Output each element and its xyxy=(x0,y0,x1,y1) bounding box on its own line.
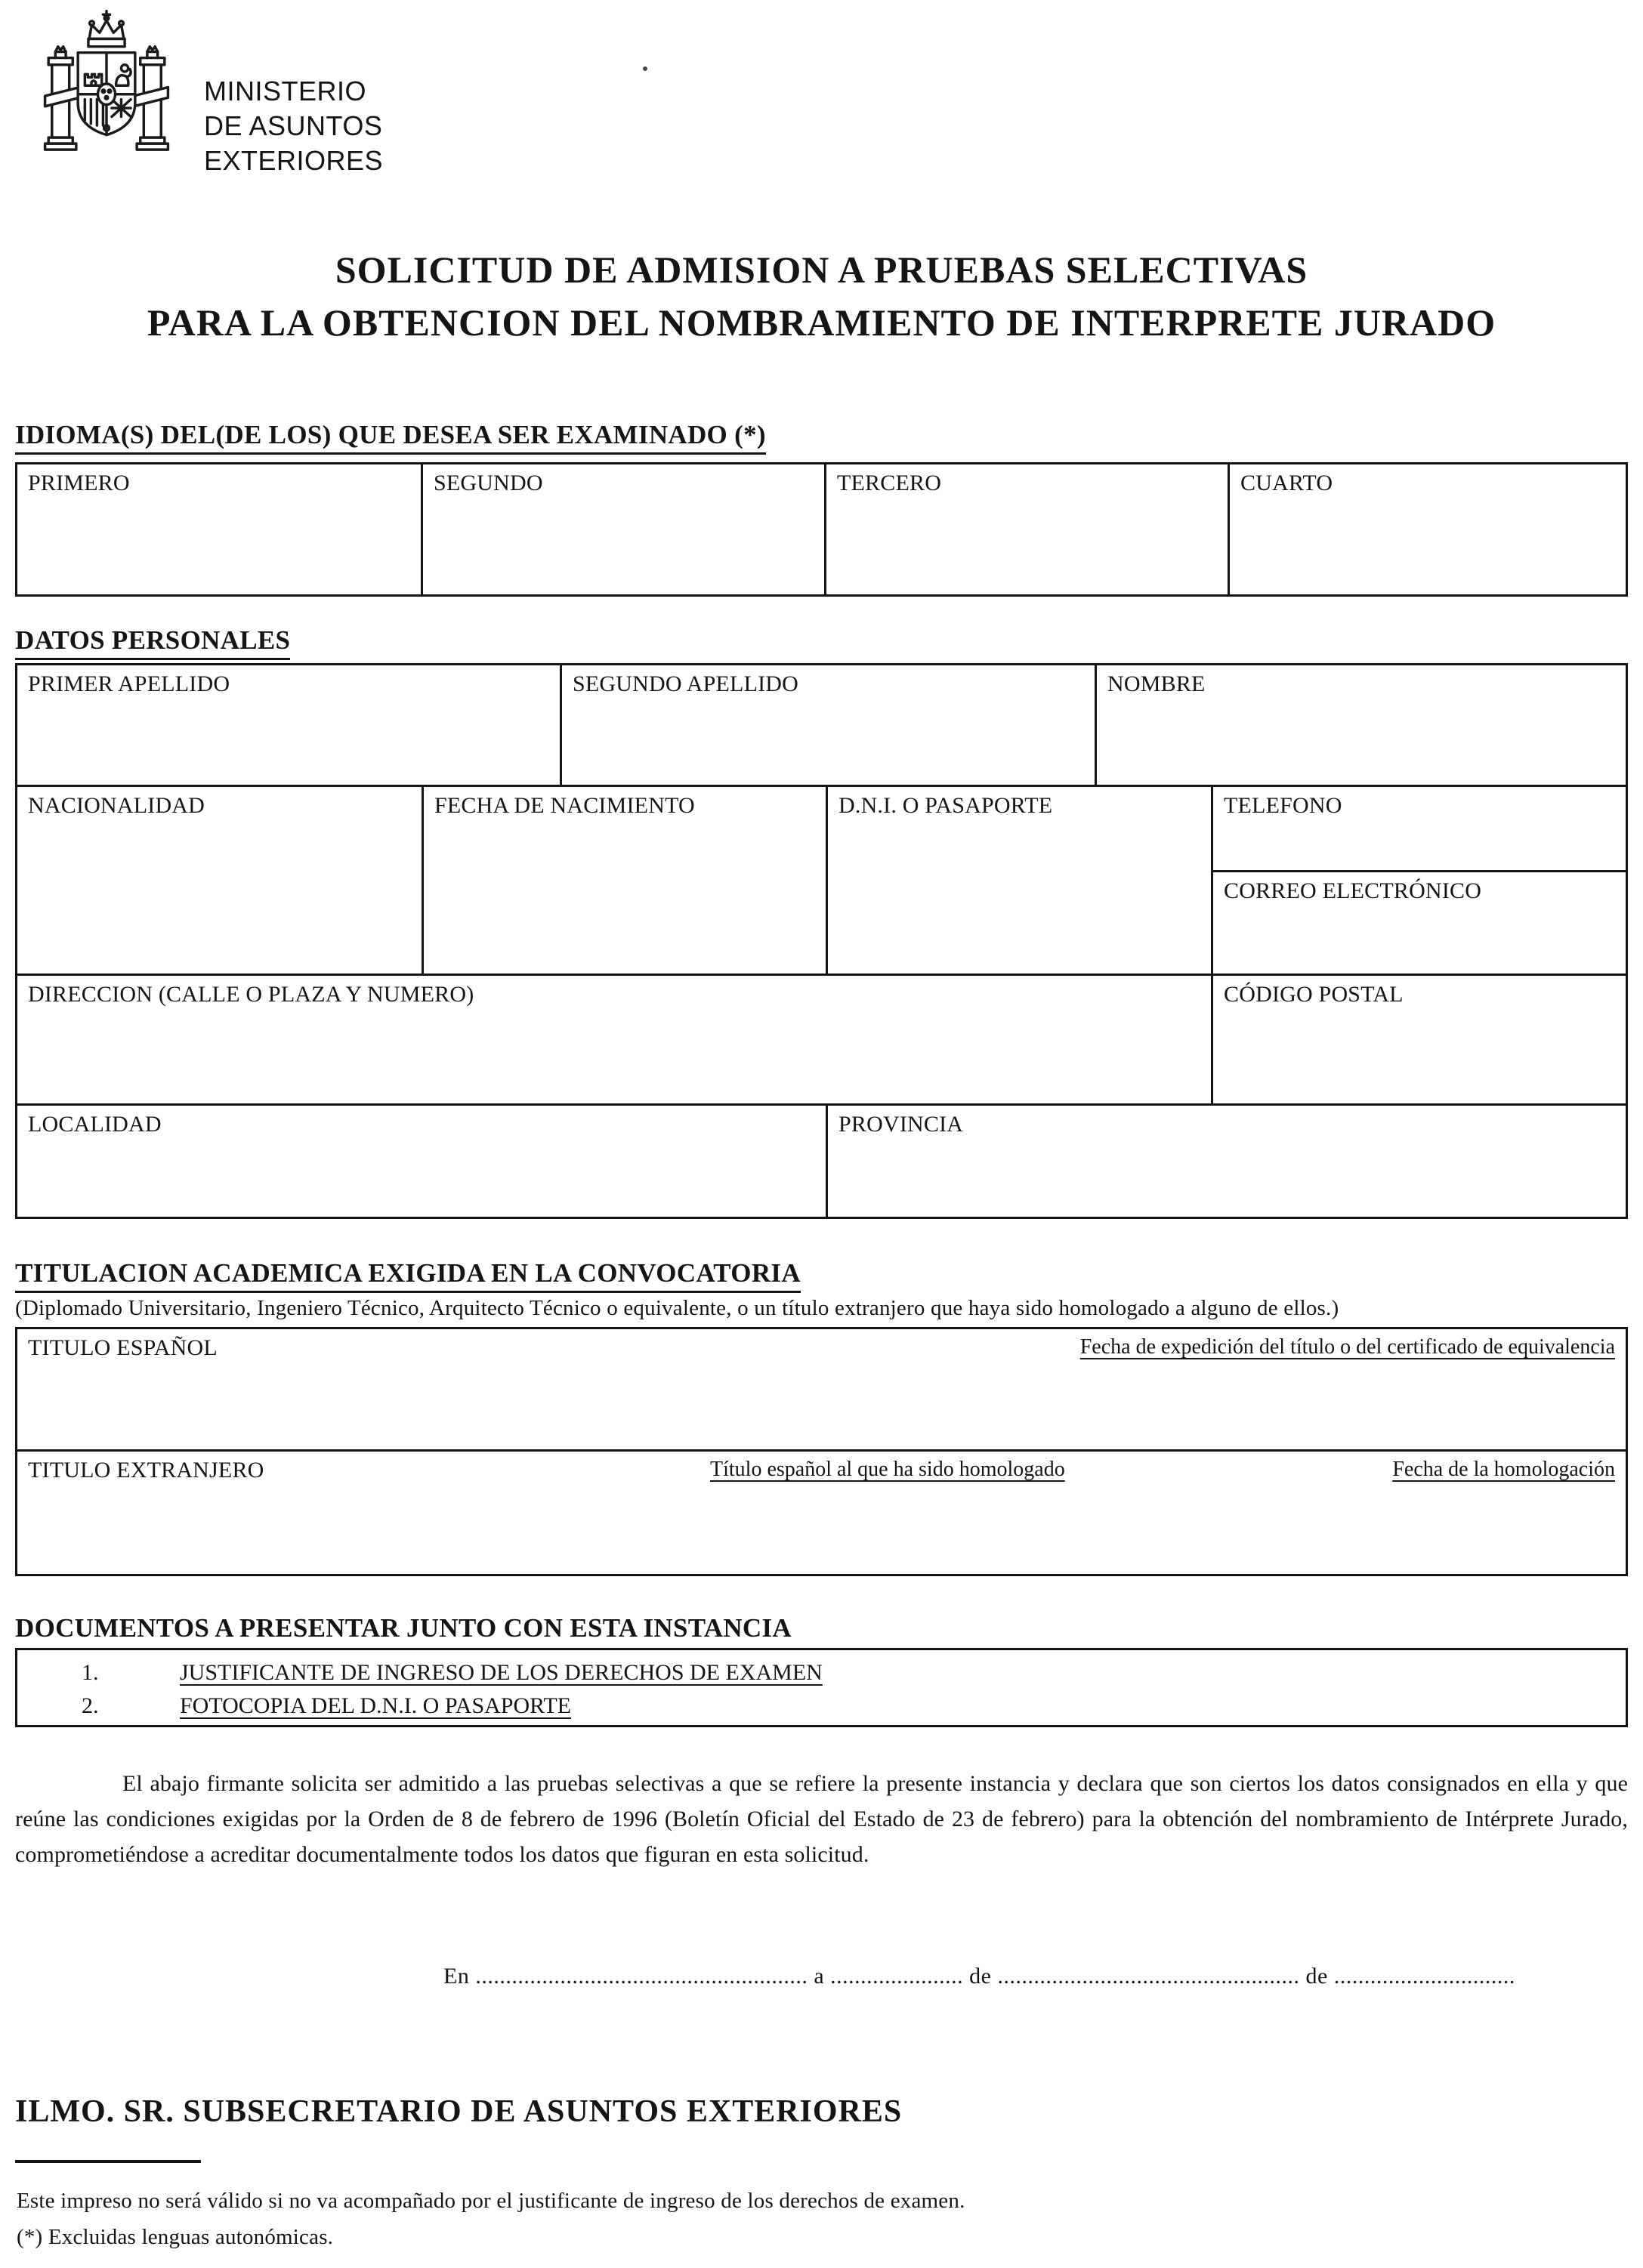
spain-coat-of-arms-icon xyxy=(42,8,171,172)
documentos-heading-text: DOCUMENTOS A PRESENTAR JUNTO CON ESTA INSTANCIA xyxy=(15,1613,1628,1650)
page-title-line1: SOLICITUD DE ADMISION A PRUEBAS SELECTIVAS xyxy=(335,248,1308,291)
titulacion-section-heading xyxy=(15,1258,801,1293)
ministry-name xyxy=(204,74,383,178)
field-codigo-postal[interactable] xyxy=(1211,976,1626,1103)
declaration-paragraph: El abajo firmante solicita ser admitido a las pruebas selectivas a que se refiere la presente instancia y declara que son ciertos los datos consignados en ella y que reúne las condiciones exigidas por la Orden de 8 de febrero de 1996 (Boletín Oficial del Estado de 23 de febrero) para la obtención del nombramiento de Intérprete Jurado, comprometiéndose a acreditar documentalmente todos los datos que figuran en esta solicitud. xyxy=(15,1771,1628,1867)
addressee-title: ILMO. SR. SUBSECRETARIO DE ASUNTOS EXTERIORES xyxy=(15,2094,903,2129)
field-label-fecha-homologacion: Fecha de la homologación xyxy=(1392,1458,1615,1481)
idiomas-table xyxy=(15,462,1628,597)
field-nacionalidad[interactable] xyxy=(17,787,422,974)
field-label-fecha-expedicion: Fecha de expedición del título o del certificado de equivalencia xyxy=(1079,1335,1615,1359)
contact-column xyxy=(1211,787,1626,974)
field-label-nacionalidad: NACIONALIDAD xyxy=(28,793,205,818)
field-label-telefono: TELEFONO xyxy=(1224,793,1342,818)
field-idioma-tercero[interactable] xyxy=(824,464,1228,594)
ministry-name-line2: DE ASUNTOS xyxy=(204,110,383,141)
field-titulo-extranjero-row[interactable] xyxy=(17,1452,1626,1572)
field-provincia[interactable] xyxy=(826,1106,1626,1217)
documentos-box xyxy=(15,1650,1628,1727)
titulacion-table xyxy=(15,1327,1628,1576)
field-label-localidad: LOCALIDAD xyxy=(28,1112,162,1137)
ministry-name-line1: MINISTERIO xyxy=(204,76,367,106)
titulacion-note: (Diplomado Universitario, Ingeniero Técnico, Arquitecto Técnico o equivalente, o un título extranjero que haya sido homologado a alguno de ellos.) xyxy=(15,1296,1339,1320)
field-label-titulo-extranjero: TITULO EXTRANJERO xyxy=(28,1458,264,1483)
field-segundo-apellido[interactable] xyxy=(560,665,1095,785)
page-title xyxy=(0,243,1643,349)
field-label-provincia: PROVINCIA xyxy=(838,1112,964,1137)
field-label-correo-electronico: CORREO ELECTRÓNICO xyxy=(1224,878,1482,903)
field-label-segundo: SEGUNDO xyxy=(434,471,543,495)
datos-personales-table xyxy=(15,663,1628,1219)
datos-section-heading xyxy=(15,625,290,660)
field-label-tercero: TERCERO xyxy=(837,471,942,495)
field-titulo-espanol-row[interactable] xyxy=(17,1329,1626,1452)
field-label-codigo-postal: CÓDIGO POSTAL xyxy=(1224,982,1404,1007)
field-label-titulo-homologado: Título español al que ha sido homologado xyxy=(710,1458,1065,1481)
documentos-section xyxy=(15,1613,1628,1727)
field-label-direccion: DIRECCION (CALLE O PLAZA Y NUMERO) xyxy=(28,982,474,1007)
idiomas-heading-text: IDIOMA(S) DEL(DE LOS) QUE DESEA SER EXAMINADO (*) xyxy=(15,420,766,455)
documento-item-2-text: FOTOCOPIA DEL D.N.I. O PASAPORTE xyxy=(180,1693,571,1718)
field-primer-apellido[interactable] xyxy=(17,665,560,785)
field-nombre[interactable] xyxy=(1095,665,1626,785)
field-correo-electronico[interactable] xyxy=(1213,870,1626,974)
field-label-primero: PRIMERO xyxy=(28,471,130,495)
field-dni-pasaporte[interactable] xyxy=(826,787,1211,974)
field-idioma-cuarto[interactable] xyxy=(1228,464,1626,594)
place-date-fill-line[interactable]: En ....................................................... a ...................... de .................................................. de .............................. xyxy=(443,1964,1515,1989)
field-fecha-nacimiento[interactable] xyxy=(422,787,826,974)
field-label-segundo-apellido: SEGUNDO APELLIDO xyxy=(573,671,799,696)
titulacion-heading-text: TITULACION ACADEMICA EXIGIDA EN LA CONVOCATORIA xyxy=(15,1258,801,1293)
ministry-logo xyxy=(42,8,171,172)
field-label-titulo-espanol: TITULO ESPAÑOL xyxy=(28,1335,218,1360)
documento-item-1-text: JUSTIFICANTE DE INGRESO DE LOS DERECHOS DE EXAMEN xyxy=(180,1660,823,1685)
field-direccion[interactable] xyxy=(17,976,1211,1103)
field-label-primer-apellido: PRIMER APELLIDO xyxy=(28,671,230,696)
field-label-fecha-nacimiento: FECHA DE NACIMIENTO xyxy=(434,793,695,818)
documento-item-2-number: 2. xyxy=(82,1693,99,1718)
page-title-line2: PARA LA OBTENCION DEL NOMBRAMIENTO DE INTERPRETE JURADO xyxy=(147,301,1496,344)
documento-item-2 xyxy=(17,1689,1626,1723)
field-idioma-primero[interactable] xyxy=(17,464,421,594)
footer-note-asterisk: (*) Excluidas lenguas autonómicas. xyxy=(17,2225,334,2249)
datos-heading-text: DATOS PERSONALES xyxy=(15,625,290,660)
ministry-name-line3: EXTERIORES xyxy=(204,145,384,176)
field-label-nombre: NOMBRE xyxy=(1107,671,1206,696)
documento-item-1-number: 1. xyxy=(82,1660,99,1685)
footer-note-validity: Este impreso no será válido si no va acompañado por el justificante de ingreso de los derechos de examen. xyxy=(17,2189,965,2213)
field-localidad[interactable] xyxy=(17,1106,826,1217)
field-telefono[interactable] xyxy=(1213,787,1626,870)
signature-rule xyxy=(15,2160,201,2163)
scan-artifact-dot xyxy=(643,66,647,71)
idiomas-section-heading xyxy=(15,420,766,455)
field-label-cuarto: CUARTO xyxy=(1240,471,1333,495)
documento-item-1 xyxy=(17,1656,1626,1689)
field-label-dni-pasaporte: D.N.I. O PASAPORTE xyxy=(838,793,1053,818)
field-idioma-segundo[interactable] xyxy=(421,464,824,594)
